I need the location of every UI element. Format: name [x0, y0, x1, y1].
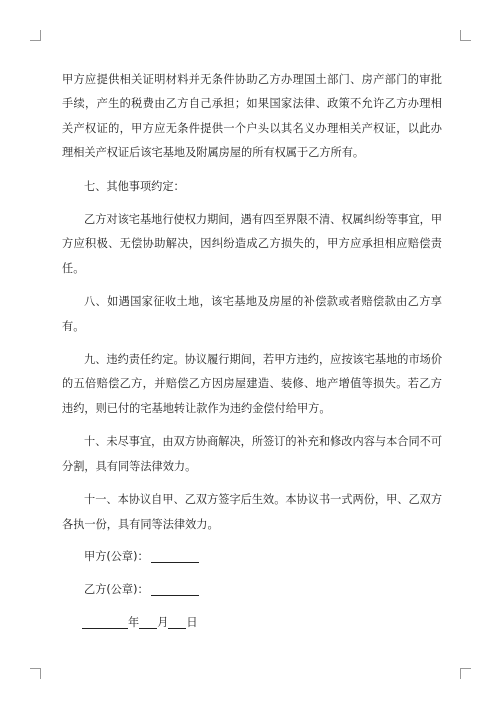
crop-mark-bottom-right	[460, 668, 471, 679]
section-8: 八、如遇国家征收土地，该宅基地及房屋的补偿款或者赔偿款由乙方享有。	[62, 295, 442, 333]
party-a-blank[interactable]	[151, 549, 199, 563]
day-label: 日	[186, 615, 198, 629]
year-label: 年	[128, 615, 140, 629]
section-10: 十、未尽事宜，由双方协商解决，所签订的补充和修改内容与本合同不可分割，具有同等法律效力。	[62, 435, 443, 473]
party-a-label: 甲方(公章)：	[84, 549, 149, 563]
section-7-body: 乙方对该宅基地行使权力期间，遇有四至界限不清、权属纠纷等事宜，甲方应积极、无偿协助解决，因纠纷造成乙方损失的，甲方应承担相应赔偿责任。	[62, 213, 443, 275]
signing-date	[62, 611, 442, 635]
party-b-signature	[62, 578, 442, 602]
document-body	[62, 68, 442, 635]
month-label: 月	[157, 615, 169, 629]
year-blank[interactable]	[82, 615, 128, 629]
crop-mark-top-right	[460, 30, 471, 41]
section-7-heading: 七、其他事项约定：	[84, 179, 185, 193]
day-blank[interactable]	[168, 615, 186, 629]
crop-mark-top-left	[30, 30, 41, 41]
month-blank[interactable]	[139, 615, 157, 629]
party-b-blank[interactable]	[151, 582, 199, 596]
signature-block	[62, 545, 442, 635]
section-11: 十一、本协议自甲、乙双方签字后生效。本协议书一式两份，甲、乙双方各执一份，具有同等法律效力。	[62, 493, 443, 531]
crop-mark-bottom-left	[30, 668, 41, 679]
party-a-signature	[62, 545, 442, 569]
section-9: 九、违约责任约定。协议履行期间，若甲方违约，应按该宅基地的市场价的五倍赔偿乙方，并赔偿乙方因房屋建造、装修、地产增值等损失。若乙方违约，则已付的宅基地转让款作为违约金偿付给甲方。	[62, 353, 443, 415]
paragraph-title-certificate: 甲方应提供相关证明材料并无条件协助乙方办理国土部门、房产部门的审批手续，产生的税费由乙方自己承担；如果国家法律、政策不允许乙方办理相关产权证的，甲方应无条件提供一个户头以其名义办理相关产权证，以此办理相关产权证后该宅基地及附属房屋的所有权属于乙方所有。	[62, 73, 442, 160]
party-b-label: 乙方(公章)：	[84, 582, 149, 596]
